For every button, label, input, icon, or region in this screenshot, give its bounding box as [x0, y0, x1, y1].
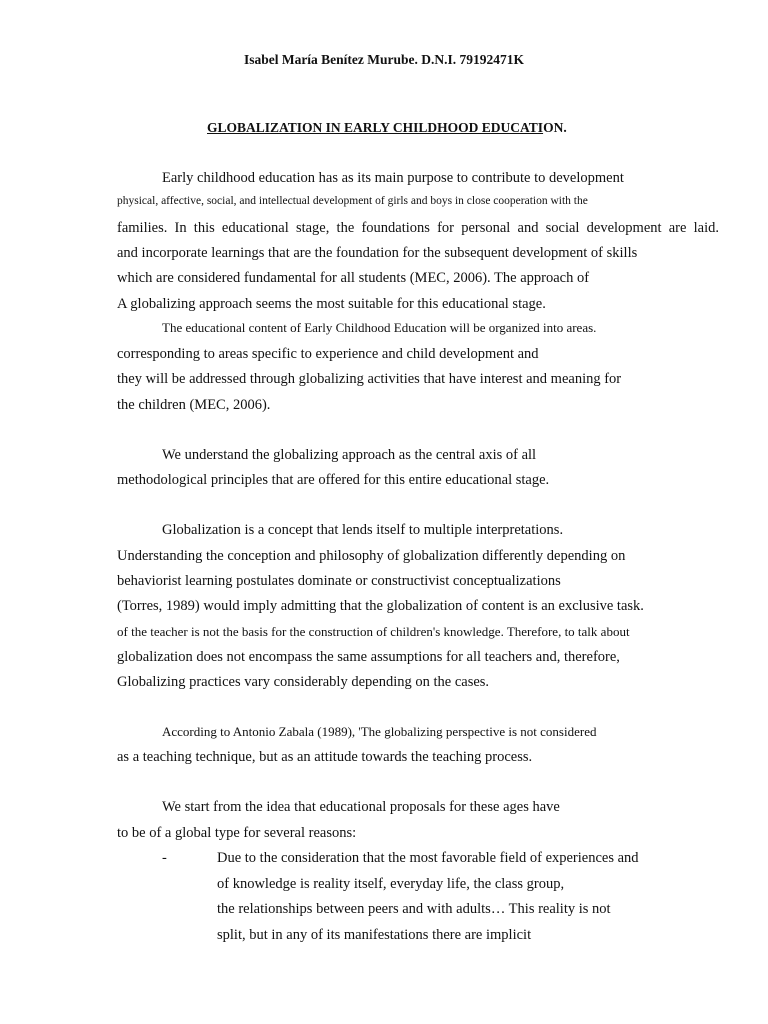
- paragraph-4-line-3: behaviorist learning postulates dominate or constructivist conceptualizations: [117, 573, 561, 589]
- paragraph-4-line-4: (Torres, 1989) would imply admitting that the globalization of content is an exclusive task.: [117, 598, 644, 614]
- paragraph-6-line-2: to be of a global type for several reasons:: [117, 825, 357, 841]
- paragraph-6-line-1: We start from the idea that educational proposals for these ages have: [162, 799, 560, 815]
- paragraph-3-line-2: methodological principles that are offered for this entire educational stage.: [117, 472, 550, 488]
- paragraph-2-line-1: The educational content of Early Childhood Education will be organized into areas.: [162, 320, 597, 335]
- paragraph-1-line-6: A globalizing approach seems the most suitable for this educational stage.: [117, 296, 546, 312]
- document-title: [207, 121, 567, 135]
- paragraph-4-line-2: Understanding the conception and philosophy of globalization differently depending on: [117, 548, 626, 564]
- document-title-rest: ON.: [543, 120, 567, 135]
- paragraph-2-line-2: corresponding to areas specific to experience and child development and: [117, 346, 539, 362]
- paragraph-2-line-4: the children (MEC, 2006).: [117, 397, 271, 413]
- list-item-1-line-1: Due to the consideration that the most favorable field of experiences and: [217, 850, 639, 866]
- paragraph-1-line-2: physical, affective, social, and intellectual development of girls and boys in close cooperation with the: [117, 195, 588, 207]
- paragraph-3-line-1: We understand the globalizing approach as the central axis of all: [162, 447, 537, 463]
- paragraph-1-line-3: families. In this educational stage, the foundations for personal and social development are laid.: [117, 220, 719, 236]
- paragraph-4-line-6: globalization does not encompass the same assumptions for all teachers and, therefore,: [117, 649, 620, 665]
- paragraph-4-line-5: of the teacher is not the basis for the construction of children's knowledge. Therefore, to talk about: [117, 624, 630, 639]
- paragraph-1-line-5: which are considered fundamental for all students (MEC, 2006). The approach of: [117, 270, 590, 286]
- paragraph-5-line-1: According to Antonio Zabala (1989), 'The globalizing perspective is not considered: [162, 724, 597, 739]
- paragraph-1-line-4: and incorporate learnings that are the foundation for the subsequent development of skills: [117, 245, 638, 261]
- paragraph-4-line-1: Globalization is a concept that lends itself to multiple interpretations.: [162, 522, 564, 538]
- document-title-underlined: GLOBALIZATION IN EARLY CHILDHOOD EDUCATI: [207, 120, 544, 135]
- paragraph-5-line-2: as a teaching technique, but as an attitude towards the teaching process.: [117, 749, 533, 765]
- list-item-1-line-3: the relationships between peers and with adults… This reality is not: [217, 901, 611, 917]
- paragraph-1-line-1: Early childhood education has as its main purpose to contribute to development: [162, 170, 624, 186]
- list-item-1-line-4: split, but in any of its manifestations there are implicit: [217, 927, 532, 943]
- list-item-1-bullet: -: [162, 850, 167, 866]
- list-item-1-line-2: of knowledge is reality itself, everyday life, the class group,: [217, 876, 565, 892]
- author-header: Isabel María Benítez Murube. D.N.I. 79192471K: [243, 52, 525, 67]
- paragraph-2-line-3: they will be addressed through globalizing activities that have interest and meaning for: [117, 371, 622, 387]
- paragraph-4-line-7: Globalizing practices vary considerably depending on the cases.: [117, 674, 490, 690]
